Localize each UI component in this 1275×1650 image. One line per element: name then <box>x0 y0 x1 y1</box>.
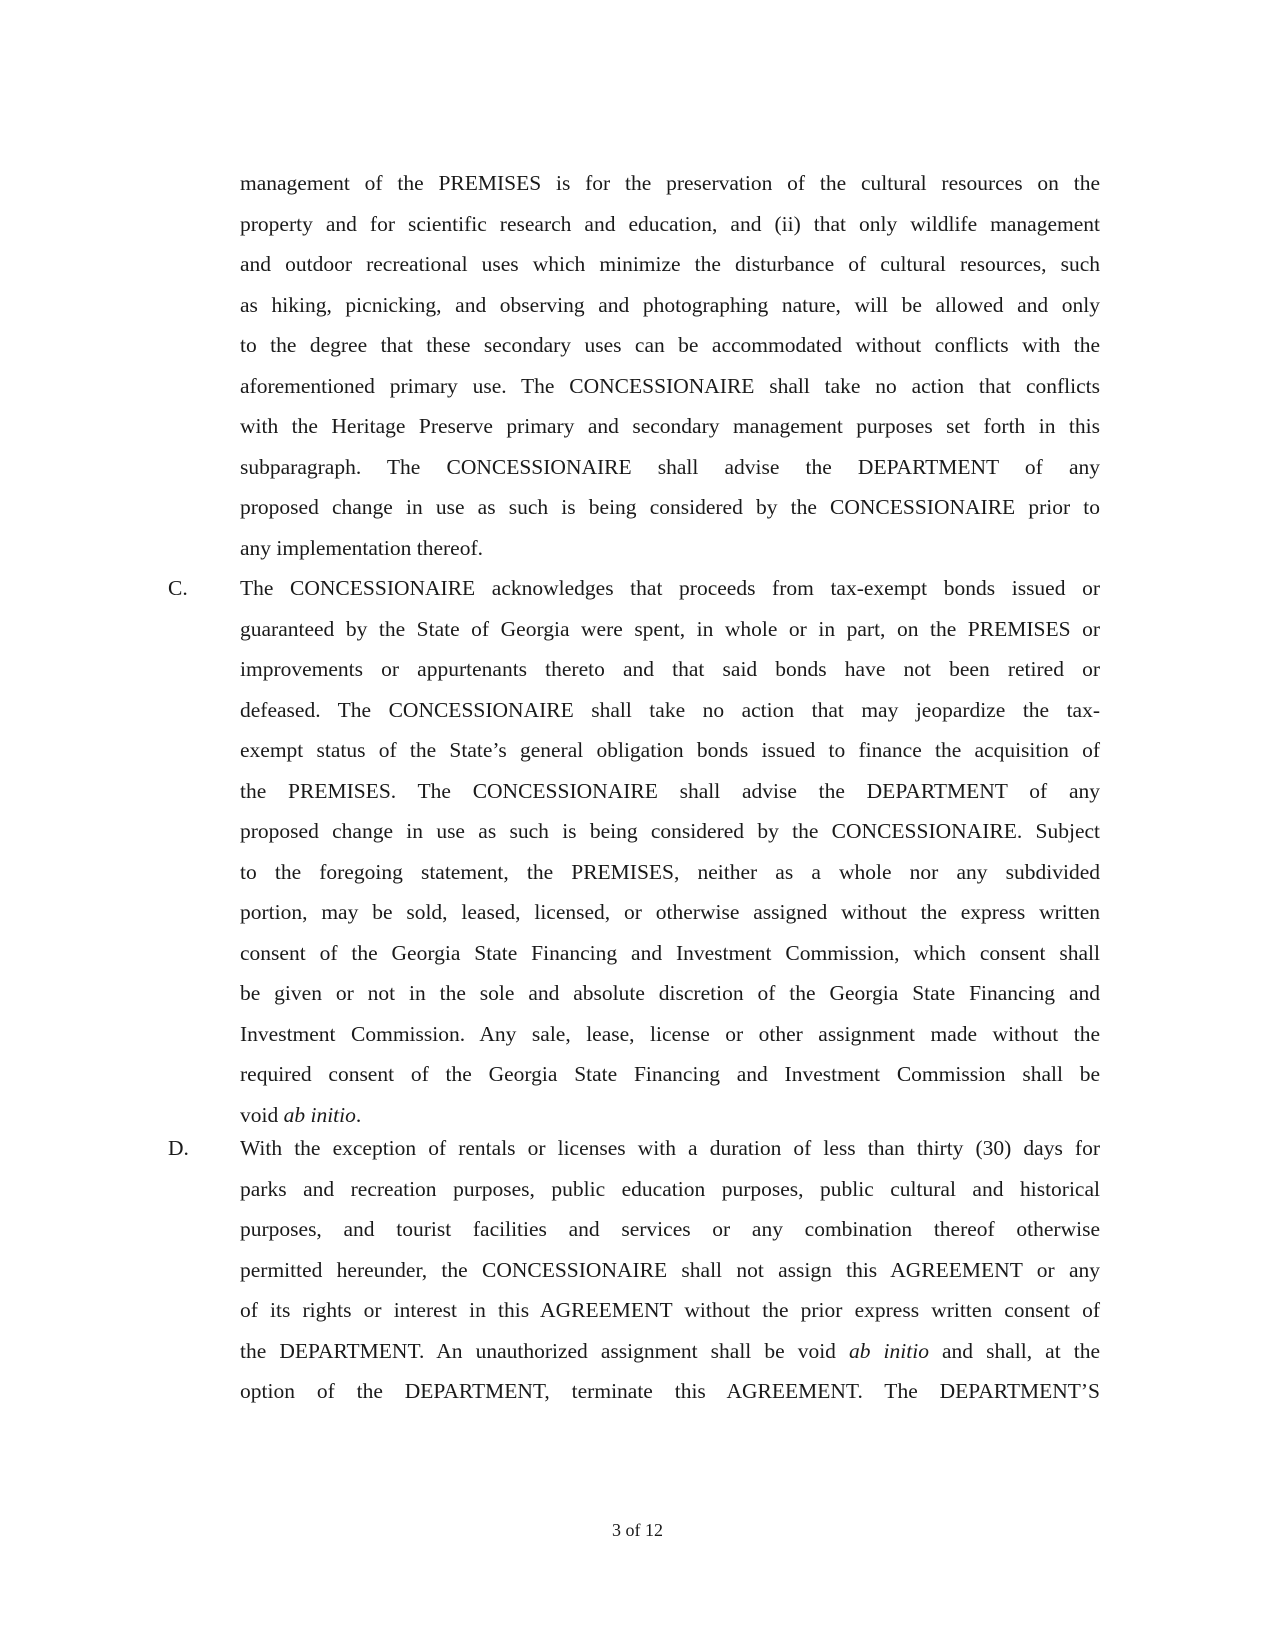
paragraph-d-line <box>240 1331 1100 1372</box>
paragraph-d-line: permitted hereunder, the CONCESSIONAIRE shall not assign this AGREEMENT or any <box>240 1257 1100 1282</box>
paragraph-b-line: subparagraph. The CONCESSIONAIRE shall advise the DEPARTMENT of any <box>240 454 1100 479</box>
paragraph-c-line: the PREMISES. The CONCESSIONAIRE shall advise the DEPARTMENT of any <box>240 778 1100 803</box>
paragraph-c-line: consent of the Georgia State Financing and Investment Commission, which consent shall <box>240 940 1100 965</box>
paragraph-d <box>240 1128 1100 1412</box>
paragraph-c-line: required consent of the Georgia State Financing and Investment Commission shall be <box>240 1062 1100 1086</box>
paragraph-b-line: as hiking, picnicking, and observing and photographing nature, will be allowed and only <box>240 292 1100 317</box>
paragraph-c-line: defeased. The CONCESSIONAIRE shall take no action that may jeopardize the tax- <box>240 697 1100 722</box>
paragraph-b-line: proposed change in use as such is being considered by the CONCESSIONAIRE prior to <box>240 495 1100 519</box>
paragraph-d-line: With the exception of rentals or licenses with a duration of less than thirty (30) days for <box>240 1136 1100 1160</box>
paragraph-b-line: and outdoor recreational uses which minimize the disturbance of cultural resources, such <box>240 252 1100 276</box>
paragraph-b-continuation <box>240 163 1100 568</box>
line-suffix: and shall, at the <box>928 1338 1100 1363</box>
paragraph-d-line: purposes, and tourist facilities and services or any combination thereof otherwise <box>240 1217 1100 1241</box>
paragraph-c-line: improvements or appurtenants thereto and that said bonds have not been retired or <box>240 657 1100 681</box>
last-line-prefix: void <box>240 1102 284 1127</box>
paragraph-b-line: to the degree that these secondary uses can be accommodated without conflicts with the <box>240 333 1100 357</box>
paragraph-d-line: of its rights or interest in this AGREEMENT without the prior express written consent of <box>240 1298 1100 1322</box>
paragraph-c <box>240 568 1100 1135</box>
page-number: 3 of 12 <box>612 1520 663 1540</box>
paragraph-c-line: portion, may be sold, leased, licensed, or otherwise assigned without the express written <box>240 900 1100 924</box>
latin-phrase: ab initio <box>283 1102 356 1127</box>
paragraph-c-line: to the foregoing statement, the PREMISES, neither as a whole nor any subdivided <box>240 859 1100 884</box>
line-prefix: the DEPARTMENT. An unauthorized assignment shall be void <box>240 1338 849 1363</box>
paragraph-c-line: Investment Commission. Any sale, lease, license or other assignment made without the <box>240 1021 1100 1046</box>
paragraph-b-line: management of the PREMISES is for the preservation of the cultural resources on the <box>240 171 1100 195</box>
paragraph-c-line: The CONCESSIONAIRE acknowledges that proceeds from tax-exempt bonds issued or <box>240 576 1100 600</box>
paragraph-b-line: aforementioned primary use. The CONCESSIONAIRE shall take no action that conflicts <box>240 373 1100 398</box>
last-line-suffix: . <box>355 1102 362 1127</box>
paragraph-b-line: any implementation thereof. <box>240 535 483 560</box>
latin-phrase: ab initio <box>848 1338 929 1363</box>
paragraph-c-label: C. <box>168 576 188 600</box>
paragraph-c-line: be given or not in the sole and absolute discretion of the Georgia State Financing and <box>240 981 1100 1005</box>
paragraph-d-label: D. <box>168 1136 189 1160</box>
paragraph-c-line: proposed change in use as such is being considered by the CONCESSIONAIRE. Subject <box>240 819 1100 843</box>
paragraph-c-line: guaranteed by the State of Georgia were spent, in whole or in part, on the PREMISES or <box>240 616 1100 641</box>
paragraph-d-line: option of the DEPARTMENT, terminate this AGREEMENT. The DEPARTMENT’S <box>240 1379 1100 1403</box>
paragraph-d-line: parks and recreation purposes, public education purposes, public cultural and historical <box>240 1176 1100 1201</box>
paragraph-b-line: with the Heritage Preserve primary and secondary management purposes set forth in this <box>240 414 1100 438</box>
paragraph-c-line: exempt status of the State’s general obligation bonds issued to finance the acquisition of <box>240 738 1100 762</box>
paragraph-b-line: property and for scientific research and education, and (ii) that only wildlife management <box>240 211 1100 236</box>
